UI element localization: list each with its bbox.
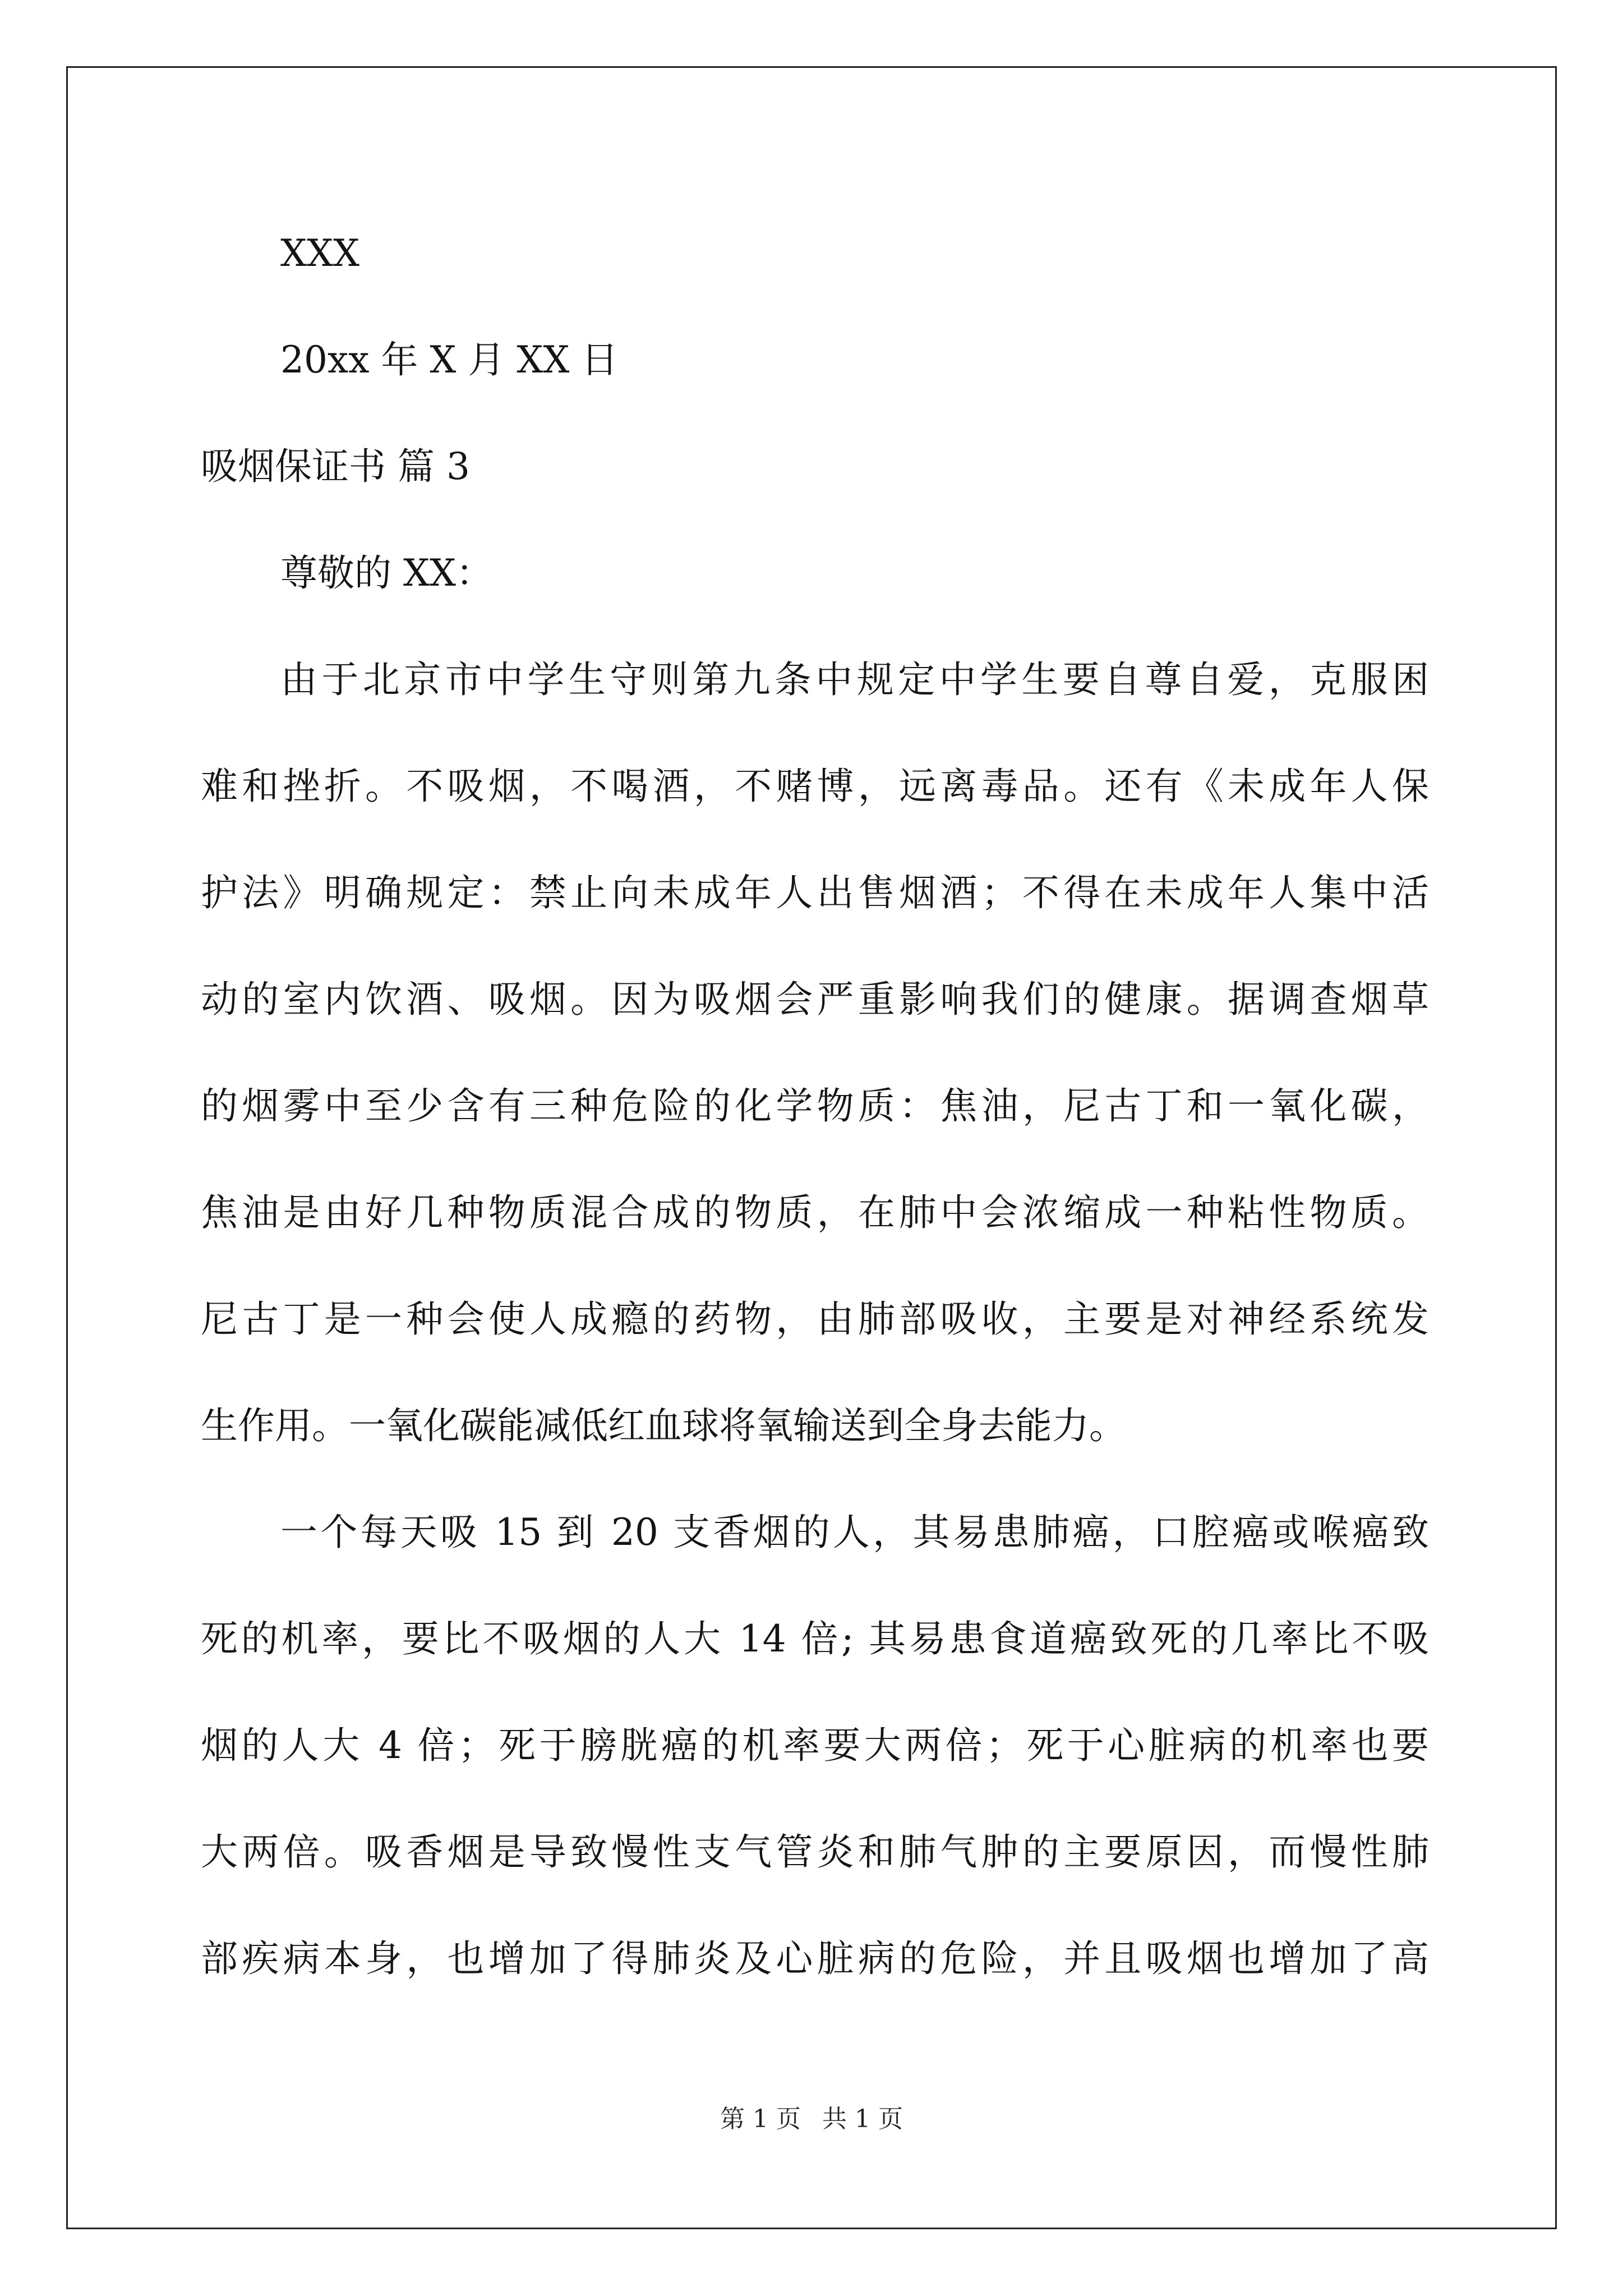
signature-name: XXX [280, 232, 359, 275]
paragraph-line: 由于北京市中学生守则第九条中规定中学生要自尊自爱，克服困 [280, 658, 1429, 701]
paragraph-line: 烟的人大 4 倍；死于膀胱癌的机率要大两倍；死于心脏病的机率也要 [201, 1724, 1429, 1767]
paragraph-line: 部疾病本身，也增加了得肺炎及心脏病的危险，并且吸烟也增加了高 [201, 1937, 1429, 1980]
signature-date: 20xx 年 X 月 XX 日 [280, 338, 619, 381]
paragraph-line: 尼古丁是一种会使人成瘾的药物，由肺部吸收，主要是对神经系统发 [201, 1297, 1429, 1341]
paragraph-line: 死的机率，要比不吸烟的人大 14 倍; 其易患食道癌致死的几率比不吸 [201, 1617, 1429, 1660]
paragraph-line: 护法》明确规定：禁止向未成年人出售烟酒；不得在未成年人集中活 [201, 871, 1429, 914]
page-number: 第 1 页 [720, 2105, 801, 2133]
paragraph-line: 大两倍。吸香烟是导致慢性支气管炎和肺气肿的主要原因，而慢性肺 [201, 1830, 1429, 1874]
paragraph-line: 焦油是由好几种物质混合成的物质，在肺中会浓缩成一种粘性物质。 [201, 1191, 1429, 1234]
paragraph-line: 难和挫折。不吸烟，不喝酒，不赌博，远离毒品。还有《未成年人保 [201, 765, 1429, 808]
page-border [66, 66, 1557, 2229]
paragraph-line: 生作用。一氧化碳能减低红血球将氧输送到全身去能力。 [201, 1404, 1126, 1447]
paragraph-line: 一个每天吸 15 到 20 支香烟的人，其易患肺癌，口腔癌或喉癌致 [280, 1511, 1429, 1554]
salutation: 尊敬的 XX： [280, 551, 493, 595]
page-total: 共 1 页 [822, 2105, 903, 2133]
page-footer [0, 2102, 1623, 2136]
section-heading: 吸烟保证书 篇 3 [201, 445, 470, 488]
paragraph-line: 动的室内饮酒、吸烟。因为吸烟会严重影响我们的健康。据调查烟草 [201, 978, 1429, 1021]
paragraph-line: 的烟雾中至少含有三种危险的化学物质：焦油，尼古丁和一氧化碳， [201, 1084, 1429, 1128]
